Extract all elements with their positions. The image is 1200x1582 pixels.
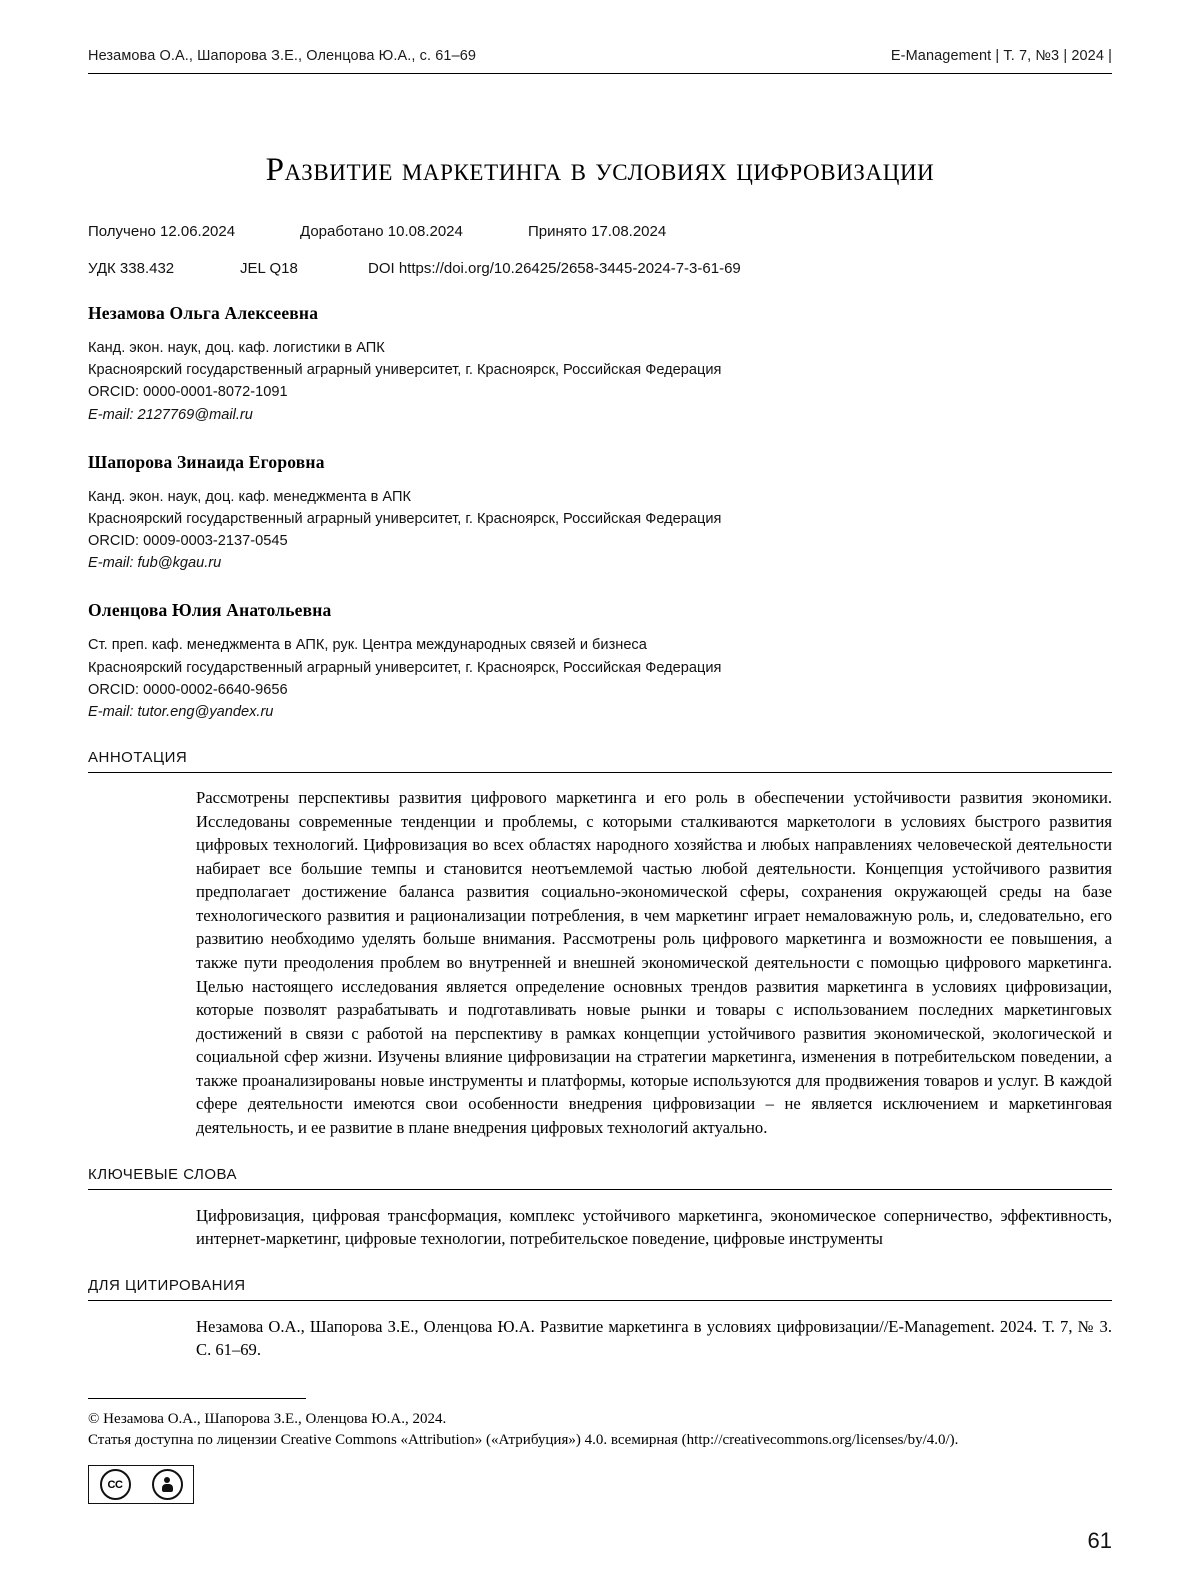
cc-mark-icon: CC [100, 1469, 131, 1500]
page-title: Развитие маркетинга в условиях цифровизации [265, 152, 935, 188]
abstract-label: АННОТАЦИЯ [88, 749, 1112, 773]
author-name: Оленцова Юлия Анатольевна [88, 600, 332, 621]
udk-code: УДК 338.432 [88, 260, 175, 277]
copyright-text: © Незамова О.А., Шапорова З.Е., Оленцова Ю.А., 2024. [88, 1410, 447, 1427]
citation-label: ДЛЯ ЦИТИРОВАНИЯ [88, 1277, 1112, 1301]
date-received: Получено 12.06.2024 [88, 223, 236, 240]
author-affiliation: Красноярский государственный аграрный университет, г. Красноярск, Российская Федерация [88, 659, 722, 676]
creative-commons-icon [88, 1465, 194, 1504]
author-position: Ст. преп. каф. менеджмента в АПК, рук. Центра международных связей и бизнеса [88, 637, 647, 654]
author-email[interactable]: E-mail: fub@kgau.ru [88, 555, 222, 572]
cc-by-body [162, 1484, 173, 1492]
running-head [88, 48, 1112, 74]
keywords-label: КЛЮЧЕВЫЕ СЛОВА [88, 1166, 1112, 1190]
author-name: Незамова Ольга Алексеевна [88, 303, 319, 323]
running-head-authors: Незамова О.А., Шапорова З.Е., Оленцова Ю.А., с. 61–69 [88, 48, 477, 64]
abstract-text: Рассмотрены перспективы развития цифрового маркетинга и его роль в обеспечении устойчивости развития экономики. Исследованы современные тенденции и проблемы, с которыми сталкиваются маркетологи в условиях быстрого развития цифровых технологий. Цифровизация во всех областях народного хозяйства и любых направлениях человеческой деятельности набирает все большие темпы и становится неотъемлемой частью любой деятельности. Концепция устойчивого развития предполагает достижение баланса развития социально-экономической сферы, сохранения окружающей среды на базе технологического развития и рационализации потребления, в чем маркетинг играет немаловажную роль, и, следовательно, его развитию необходимо уделять больше внимания. Рассмотрены роль цифрового маркетинга и возможности ее повышения, а также пути преодоления проблем во внутренней и внешней экономической деятельности с помощью цифрового маркетинга. Целью настоящего исследования является определение основных трендов развития маркетинга в условиях цифровизации, которые позволят разрабатывать и подготавливать новые рынки и товары с использованием последних маркетинговых достижений в связи с работой на перспективу в рамках концепции устойчивого развития экономической, экологической и социальной сфер жизни. Изучены влияние цифровизации на стратегии маркетинга, изменения в потребительском поведении, а также проанализированы новые инструменты и платформы, которые используются для продвижения товаров и услуг. В каждой сфере деятельности имеются свои особенности внедрения цифровизации – не является исключением и маркетинговая деятельность, и ее развитие в плане внедрения цифровых технологий актуально. [196, 788, 1112, 1137]
author-orcid[interactable]: ORCID: 0009-0003-2137-0545 [88, 533, 288, 550]
cc-by-icon [152, 1469, 183, 1500]
author-block [88, 452, 1112, 575]
author-orcid[interactable]: ORCID: 0000-0002-6640-9656 [88, 681, 288, 698]
publication-dates [88, 223, 1112, 240]
license-text[interactable]: Статья доступна по лицензии Creative Commons «Attribution» («Атрибуция») 4.0. всемирная (http://creativecommons.org/licenses/by/4.0/). [88, 1432, 959, 1449]
date-revised: Доработано 10.08.2024 [300, 223, 463, 240]
date-accepted: Принято 17.08.2024 [528, 223, 667, 240]
identifiers [88, 260, 1112, 277]
keywords-text: Цифровизация, цифровая трансформация, комплекс устойчивого маркетинга, экономическое соперничество, эффективность, интернет-маркетинг, цифровые технологии, потребительское поведение, цифровые инструменты [196, 1205, 1112, 1249]
cc-by-head [164, 1477, 170, 1483]
author-orcid[interactable]: ORCID: 0000-0001-8072-1091 [88, 384, 288, 401]
author-affiliation: Красноярский государственный аграрный университет, г. Красноярск, Российская Федерация [88, 362, 722, 379]
footer-divider [88, 1398, 306, 1399]
author-block [88, 600, 1112, 723]
citation-section [88, 1277, 1112, 1362]
running-head-journal: E-Management | Т. 7, №3 | 2024 | [890, 48, 1112, 64]
keywords-section [88, 1166, 1112, 1251]
abstract-section [88, 749, 1112, 1139]
author-name: Шапорова Зинаида Егоровна [88, 451, 325, 472]
author-block [88, 303, 1112, 426]
footer [88, 1398, 1112, 1505]
page-number: 61 [1087, 1528, 1112, 1553]
author-email[interactable]: E-mail: tutor.eng@yandex.ru [88, 703, 274, 720]
citation-text: Незамова О.А., Шапорова З.Е., Оленцова Ю.А. Развитие маркетинга в условиях цифровизации//E-Management. 2024. Т. 7, № 3. С. 61–69. [196, 1316, 1112, 1360]
author-affiliation: Красноярский государственный аграрный университет, г. Красноярск, Российская Федерация [88, 510, 722, 527]
author-position: Канд. экон. наук, доц. каф. логистики в АПК [88, 340, 385, 356]
jel-code: JEL Q18 [240, 260, 298, 277]
author-email[interactable]: E-mail: 2127769@mail.ru [88, 406, 253, 423]
author-position: Канд. экон. наук, доц. каф. менеджмента в АПК [88, 488, 411, 505]
doi-link[interactable]: DOI https://doi.org/10.26425/2658-3445-2024-7-3-61-69 [368, 260, 741, 277]
